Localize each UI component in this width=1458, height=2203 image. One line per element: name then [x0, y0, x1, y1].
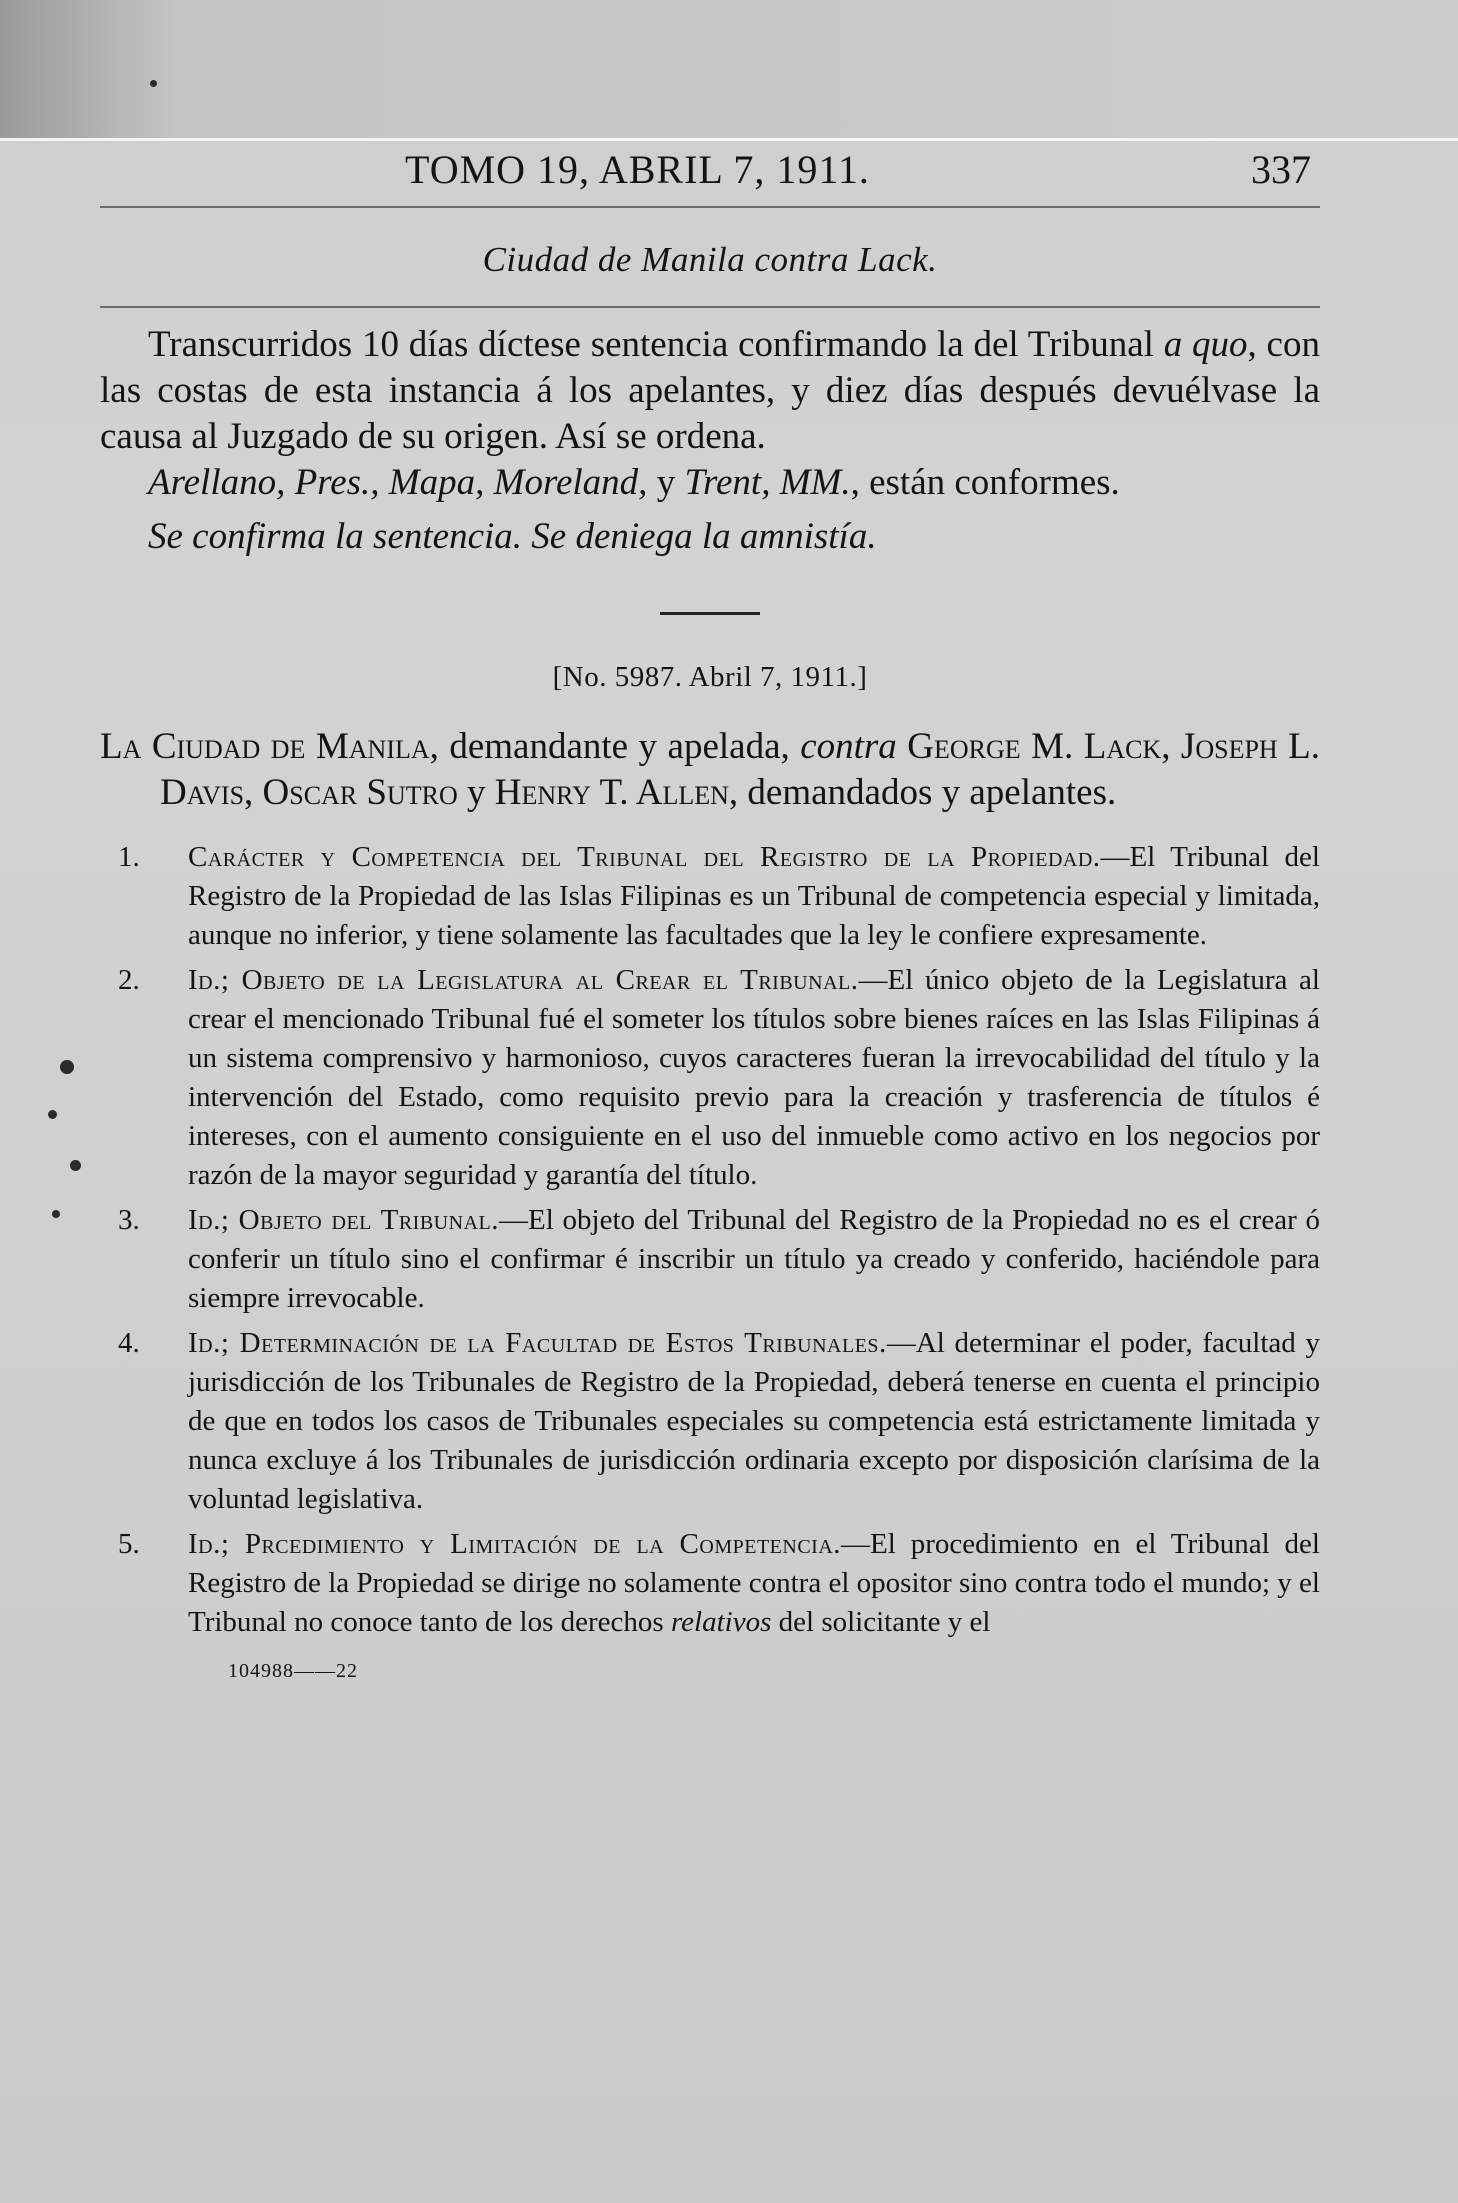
case-rule	[100, 306, 1320, 308]
syllabus	[100, 838, 1320, 1642]
disposition-text: Se confirma la sentencia. Se deniega la amnistía.	[148, 516, 877, 557]
prior-case-conclusion	[100, 322, 1320, 560]
text: —El único objeto de la Legislatura al crear el mencionado Tribunal fué el someter los títulos sobre bienes raíces en las Islas Filipinas á un sistema comprensivo y harmonioso, cuyos caracteres fueran la irrevocabilidad del título y la intervención del Estado, como requisito previo para la creación y trasferencia de títulos é intereses, con el aumento consiguiente en el uso del inmueble como activo en los negocios por razón de la mayor seguridad y garantía del título.	[188, 964, 1320, 1191]
text: , con las costas de esta instancia á los apelantes, y diez días después devuélvase la causa al Juzgado de su origen. Así se ordena.	[100, 324, 1320, 457]
text: del solicitante y el	[771, 1606, 991, 1638]
scan-speck	[70, 1160, 81, 1171]
scan-speck	[48, 1110, 57, 1119]
text: —Al determinar el poder, facultad y jurisdicción de los Tribunales de Registro de la Propiedad, deberá tenerse en cuenta el principio de que en todos los casos de Tribunales especiales su competencia está estrictamente limitada y nunca excluye á los Tribunales de jurisdicción ordinaria excepto por disposición clarísima de la voluntad legislativa.	[188, 1327, 1320, 1515]
syllabus-number: 4.	[118, 1327, 140, 1359]
syllabus-text	[188, 961, 1320, 1195]
syllabus-number: 5.	[118, 1528, 140, 1560]
syllabus-heading: Id.; Objeto del Tribunal.	[188, 1204, 499, 1236]
scan-speck	[60, 1060, 74, 1074]
scan-top-margin	[0, 0, 1458, 140]
syllabus-text	[188, 1201, 1320, 1318]
scan-speck	[52, 1210, 60, 1218]
paragraph	[100, 460, 1320, 506]
paragraph	[100, 322, 1320, 460]
text-italic: contra	[800, 726, 897, 767]
page-content	[100, 140, 1320, 1683]
syllabus-item	[100, 1324, 1320, 1519]
syllabus-heading: Carácter y Competencia del Tribunal del Registro de la Propiedad.	[188, 841, 1101, 873]
syllabus-item	[100, 1201, 1320, 1318]
text: —El Tribunal del Registro de la Propiedad de las Islas Filipinas es un Tribunal de competencia especial y limitada, aunque no inferior, y tiene solamente las facultades que la ley le confiere expresamente.	[188, 841, 1320, 951]
case-line: Ciudad de Manila contra Lack.	[482, 240, 938, 279]
disposition	[100, 514, 1320, 560]
syllabus-item	[100, 1525, 1320, 1642]
running-header	[100, 140, 1320, 206]
text: Transcurridos 10 días díctese sentencia confirmando la del Tribunal	[148, 324, 1164, 365]
section-divider	[660, 612, 760, 615]
syllabus-heading: Id.; Determinación de la Facultad de Estos Tribunales.	[188, 1327, 887, 1359]
defendant: Henry T. Allen	[494, 772, 729, 813]
text: —El procedimiento en el Tribunal del Registro de la Propiedad se dirige no solamente contra el opositor sino contra todo el mundo; y el Tribunal no conoce tanto de los derechos	[188, 1528, 1320, 1638]
plaintiff: La Ciudad de Manila	[100, 726, 430, 767]
case-parties	[100, 724, 1320, 816]
docket-line: [No. 5987. Abril 7, 1911.]	[552, 661, 868, 693]
text: y	[457, 772, 495, 813]
syllabus-number: 3.	[118, 1204, 140, 1236]
text-italic: a quo	[1163, 324, 1248, 365]
syllabus-number: 2.	[118, 964, 140, 996]
page-number: 337	[1251, 147, 1311, 192]
scan-speck	[150, 80, 157, 87]
running-title: TOMO 19, ABRIL 7, 1911.	[405, 147, 870, 192]
syllabus-number: 1.	[118, 841, 140, 873]
syllabus-heading: Id.; Objeto de la Legislatura al Crear el Tribunal.	[188, 964, 859, 996]
syllabus-item	[100, 838, 1320, 955]
justices: Arellano, Pres., Mapa, Moreland,	[148, 462, 648, 503]
syllabus-text	[188, 1324, 1320, 1519]
text-italic: relativos	[670, 1606, 772, 1638]
text: , están conformes.	[850, 462, 1120, 503]
defendants: George M. Lack, Joseph L. Davis, Oscar Sutro	[160, 726, 1321, 813]
syllabus-text	[188, 1525, 1320, 1642]
syllabus-item	[100, 961, 1320, 1195]
syllabus-heading: Id.; Prcedimiento y Limitación de la Competencia.	[188, 1528, 842, 1560]
text: , demandante y apelada,	[429, 726, 801, 767]
text: , demandados y apelantes.	[728, 772, 1117, 813]
text: y	[647, 462, 685, 503]
justices: Trent, MM.	[684, 462, 851, 503]
text: —El objeto del Tribunal del Registro de la Propiedad no es el crear ó conferir un título sino el confirmar é inscribir un título ya creado y conferido, haciéndole para siempre irrevocable.	[188, 1204, 1320, 1314]
printer-signature: 104988——22	[228, 1660, 358, 1682]
syllabus-text	[188, 838, 1320, 955]
